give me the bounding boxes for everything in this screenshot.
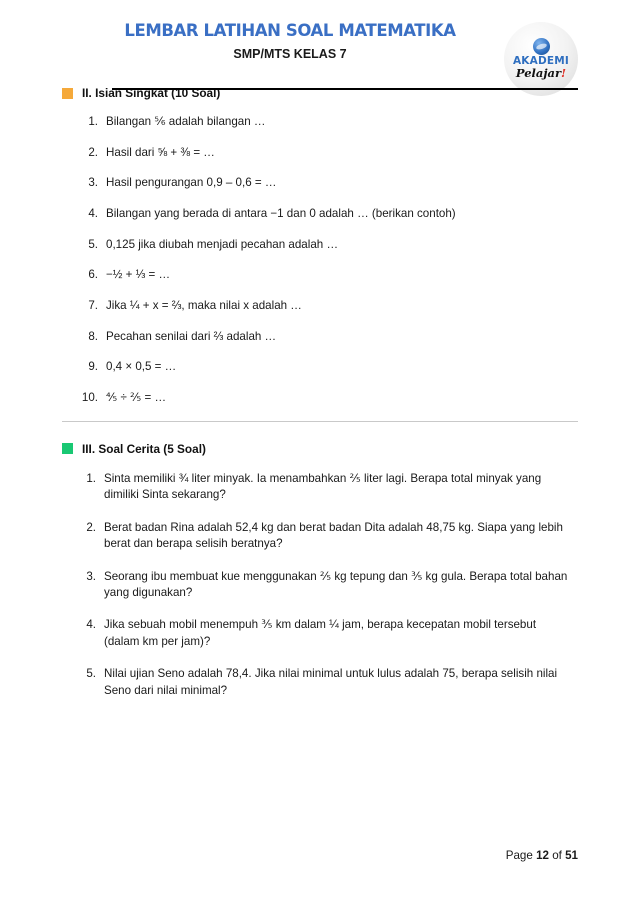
- page-footer: [62, 849, 578, 862]
- document-content: [0, 86, 640, 699]
- question-text: Berat badan Rina adalah 52,4 kg dan berat badan Dita adalah 48,75 kg. Siapa yang lebih berat dan berapa selisih beratnya?: [104, 520, 563, 551]
- page-subtitle: SMP/MTS KELAS 7: [233, 46, 347, 61]
- question-number: 4.: [86, 618, 96, 632]
- question-number: 4.: [88, 207, 98, 221]
- question-number: 5.: [86, 667, 96, 681]
- section-bullet-orange-icon: [62, 88, 73, 99]
- list-item: [78, 617, 578, 650]
- akademi-pelajar-logo: [504, 22, 578, 96]
- section-bullet-green-icon: [62, 443, 73, 454]
- question-text: Sinta memiliki ¾ liter minyak. Ia menambahkan ⅖ liter lagi. Berapa total minyak yang dimiliki Sinta sekarang?: [104, 471, 542, 502]
- list-item: [78, 298, 578, 314]
- document-header: [0, 0, 640, 86]
- footer-middle: of: [548, 849, 566, 862]
- question-number: 2.: [88, 145, 98, 159]
- list-item: [78, 569, 578, 602]
- section-soal-cerita: [62, 442, 578, 700]
- question-number: 6.: [88, 268, 98, 282]
- question-number: 8.: [88, 329, 98, 343]
- question-text: 0,125 jika diubah menjadi pecahan adalah …: [106, 237, 339, 251]
- question-number: 1.: [86, 471, 96, 485]
- footer-total-pages: 51: [565, 849, 578, 862]
- list-item: [78, 267, 578, 283]
- section-title-2: II. Isian Singkat (10 Soal): [82, 86, 221, 100]
- page-title: LEMBAR LATIHAN SOAL MATEMATIKA: [124, 21, 456, 40]
- list-item: [78, 666, 578, 699]
- question-text: Nilai ujian Seno adalah 78,4. Jika nilai minimal untuk lulus adalah 75, berapa selisih nilai Seno dari nilai minimal?: [104, 667, 558, 697]
- question-text: 0,4 × 0,5 = …: [106, 360, 177, 374]
- section-heading-3: [62, 442, 578, 456]
- footer-page-number: 12: [536, 849, 549, 862]
- question-number: 2.: [86, 520, 96, 534]
- question-list-isian-singkat: [62, 114, 578, 406]
- section-title-3: III. Soal Cerita (5 Soal): [82, 441, 206, 456]
- question-number: 9.: [88, 360, 98, 374]
- question-text: Pecahan senilai dari ⅔ adalah …: [106, 329, 277, 343]
- question-list-soal-cerita: [62, 471, 578, 700]
- question-number: 1.: [88, 115, 98, 129]
- question-text: Jika ¼ + x = ⅔, maka nilai x adalah …: [106, 299, 302, 312]
- list-item: [78, 206, 578, 222]
- section-divider: [62, 421, 578, 422]
- question-number: 3.: [86, 569, 96, 583]
- question-number: 7.: [88, 299, 98, 312]
- list-item: [78, 114, 578, 130]
- logo-pelajar-word: Pelajar: [515, 65, 562, 80]
- header-divider: [112, 88, 578, 90]
- list-item: [78, 329, 578, 345]
- list-item: [78, 471, 578, 504]
- question-text: −½ + ⅓ = …: [106, 268, 171, 282]
- question-text: Hasil pengurangan 0,9 – 0,6 = …: [106, 176, 277, 190]
- question-text: ⅘ ÷ ⅖ = …: [106, 390, 167, 404]
- logo-exclamation: !: [561, 65, 567, 80]
- list-item: [78, 359, 578, 375]
- footer-prefix: Page: [505, 849, 537, 862]
- list-item: [78, 145, 578, 161]
- question-number: 3.: [88, 176, 98, 190]
- logo-text-pelajar: [516, 67, 566, 80]
- question-text: Seorang ibu membuat kue menggunakan ⅖ kg tepung dan ⅗ kg gula. Berapa total bahan yang digunakan?: [104, 569, 568, 599]
- question-text: Bilangan yang berada di antara −1 dan 0 adalah … (berikan contoh): [106, 207, 456, 221]
- header-title-block: [60, 22, 580, 62]
- section-isian-singkat: [62, 86, 578, 406]
- question-number: 5.: [88, 237, 98, 251]
- question-text: Jika sebuah mobil menempuh ⅗ km dalam ¼ jam, berapa kecepatan mobil tersebut (dalam km per jam)?: [104, 618, 537, 648]
- list-item: [78, 175, 578, 191]
- question-text: Hasil dari ⅝ + ⅜ = …: [106, 145, 215, 159]
- list-item: [78, 390, 578, 406]
- list-item: [78, 520, 578, 553]
- list-item: [78, 237, 578, 253]
- question-text: Bilangan ⅚ adalah bilangan …: [106, 115, 266, 129]
- question-number: 10.: [81, 390, 98, 404]
- logo-text-akademi: AKADEMI: [512, 55, 570, 68]
- globe-icon: [533, 38, 550, 55]
